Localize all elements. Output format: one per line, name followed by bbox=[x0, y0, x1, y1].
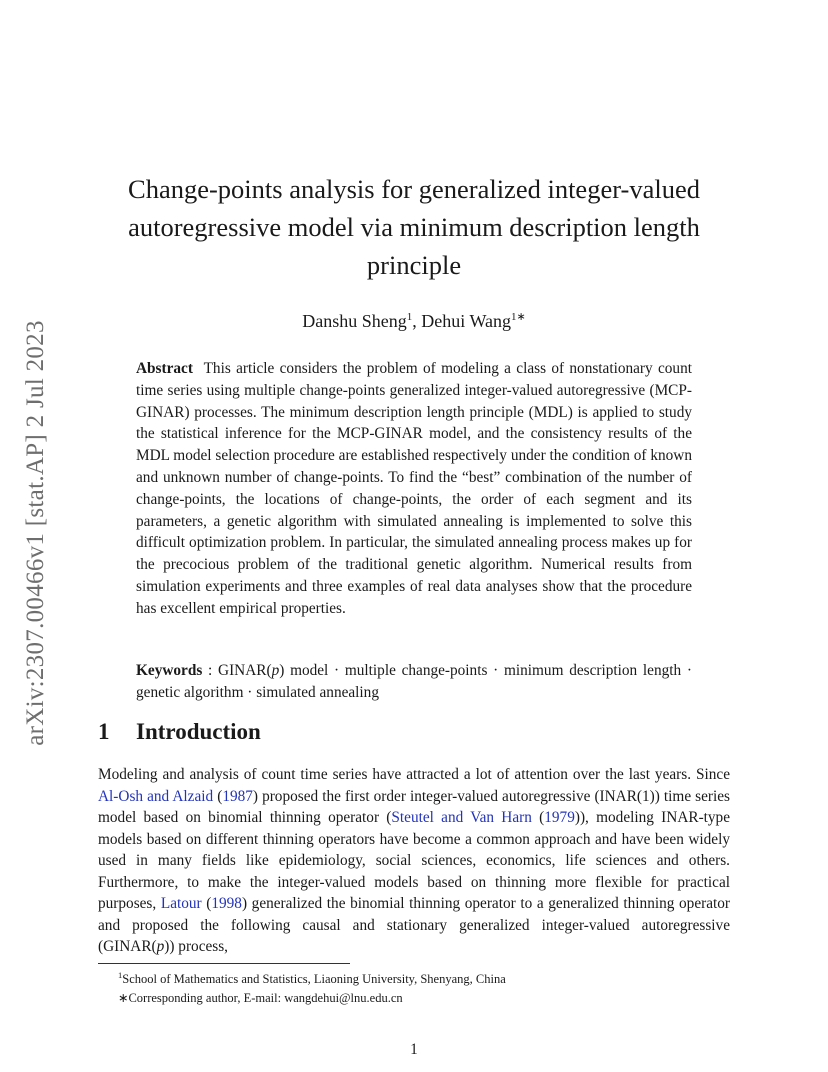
arxiv-identifier: arXiv:2307.00466v1 [stat.AP] 2 Jul 2023 bbox=[22, 320, 49, 746]
citation-year-link[interactable]: 1979 bbox=[544, 809, 575, 826]
author-name: Danshu Sheng bbox=[302, 311, 407, 331]
section-heading bbox=[98, 719, 261, 745]
intro-text: )), modeling INAR-type models based on different thinning operators have become a common approach and have been widely used in many fields like epidemiology, social sciences, economics, life sciences and others. Furthermore, to make the integer-valued models based on thinning more flexible for practical purposes, bbox=[98, 809, 730, 912]
title-line-2: autoregressive model via minimum description length bbox=[128, 212, 700, 242]
citation-year-link[interactable]: 1998 bbox=[211, 895, 242, 912]
footnote-affiliation bbox=[118, 966, 718, 989]
intro-text: ) generalized the binomial thinning operator to a generalized thinning operator and proposed the following causal and stationary generalized integer-valued autoregressive (GINAR( bbox=[98, 895, 730, 955]
abstract-label: Abstract bbox=[136, 360, 193, 377]
keywords-text: ) model · multiple change-points · minimum description length · genetic algorithm · simulated annealing bbox=[136, 662, 692, 701]
author-affiliation-mark: 1∗ bbox=[510, 311, 526, 323]
footnotes bbox=[118, 966, 718, 1007]
abstract bbox=[136, 358, 692, 620]
title-line-1: Change-points analysis for generalized integer-valued bbox=[128, 174, 700, 204]
title-line-3: principle bbox=[366, 250, 462, 280]
section-number: 1 bbox=[98, 719, 110, 744]
keywords-label: Keywords bbox=[136, 662, 203, 679]
footnote-text: School of Mathematics and Statistics, Liaoning University, Shenyang, China bbox=[122, 972, 506, 987]
intro-text: ( bbox=[531, 809, 545, 826]
footnote-mark: 1 bbox=[118, 970, 123, 980]
abstract-text: This article considers the problem of modeling a class of nonstationary count time series using multiple change-points generalized integer-valued autoregressive (MCP-GINAR) processes. The minimum description length principle (MDL) is applied to study the statistical inference for the MCP-GINAR model, and the consistency results of the MDL model selection procedure are established respectively under the condition of known and unknown number of change-points. To find the “best” combination of the number of change-points, the locations of change-points, the order of each segment and its parameters, a genetic algorithm with simulated annealing is implemented to solve this difficult optimization problem. In particular, the simulated annealing process makes up for the precocious problem of the traditional genetic algorithm. Numerical results from simulation experiments and three examples of real data analyses show that the procedure has excellent empirical properties. bbox=[136, 360, 692, 617]
intro-text: )) process, bbox=[164, 938, 229, 955]
footnote-rule bbox=[98, 963, 350, 964]
intro-text: ( bbox=[201, 895, 212, 912]
author-list bbox=[100, 305, 728, 333]
keywords-math-p: p bbox=[271, 662, 280, 679]
citation-year-link[interactable]: 1987 bbox=[222, 787, 253, 805]
intro-math-p: p bbox=[156, 938, 165, 955]
citation-link[interactable]: Latour bbox=[160, 895, 202, 912]
intro-text: ) proposed the first order integer-valued autoregressive (INAR(1)) time series model based on binomial thinning operator ( bbox=[98, 787, 730, 826]
author-affiliation-mark: 1 bbox=[406, 311, 413, 323]
keywords bbox=[136, 660, 692, 704]
citation-link[interactable]: Steutel and Van Harn bbox=[391, 809, 532, 826]
section-title: Introduction bbox=[136, 719, 261, 744]
paper-title bbox=[100, 170, 728, 284]
page-number: 1 bbox=[410, 1041, 418, 1058]
intro-paragraph bbox=[98, 764, 730, 958]
author-separator: , bbox=[412, 311, 422, 331]
footnote-corresponding-author: ∗Corresponding author, E-mail: wangdehui@lnu.edu.cn bbox=[118, 990, 403, 1005]
intro-text: ( bbox=[213, 787, 223, 805]
intro-text: Modeling and analysis of count time series have attracted a lot of attention over the last years. Since bbox=[98, 766, 730, 783]
keywords-text: GINAR( bbox=[218, 662, 272, 679]
author-name: Dehui Wang bbox=[421, 311, 511, 331]
citation-link[interactable]: Al-Osh and Alzaid bbox=[98, 787, 214, 805]
keywords-separator: : bbox=[202, 662, 219, 679]
